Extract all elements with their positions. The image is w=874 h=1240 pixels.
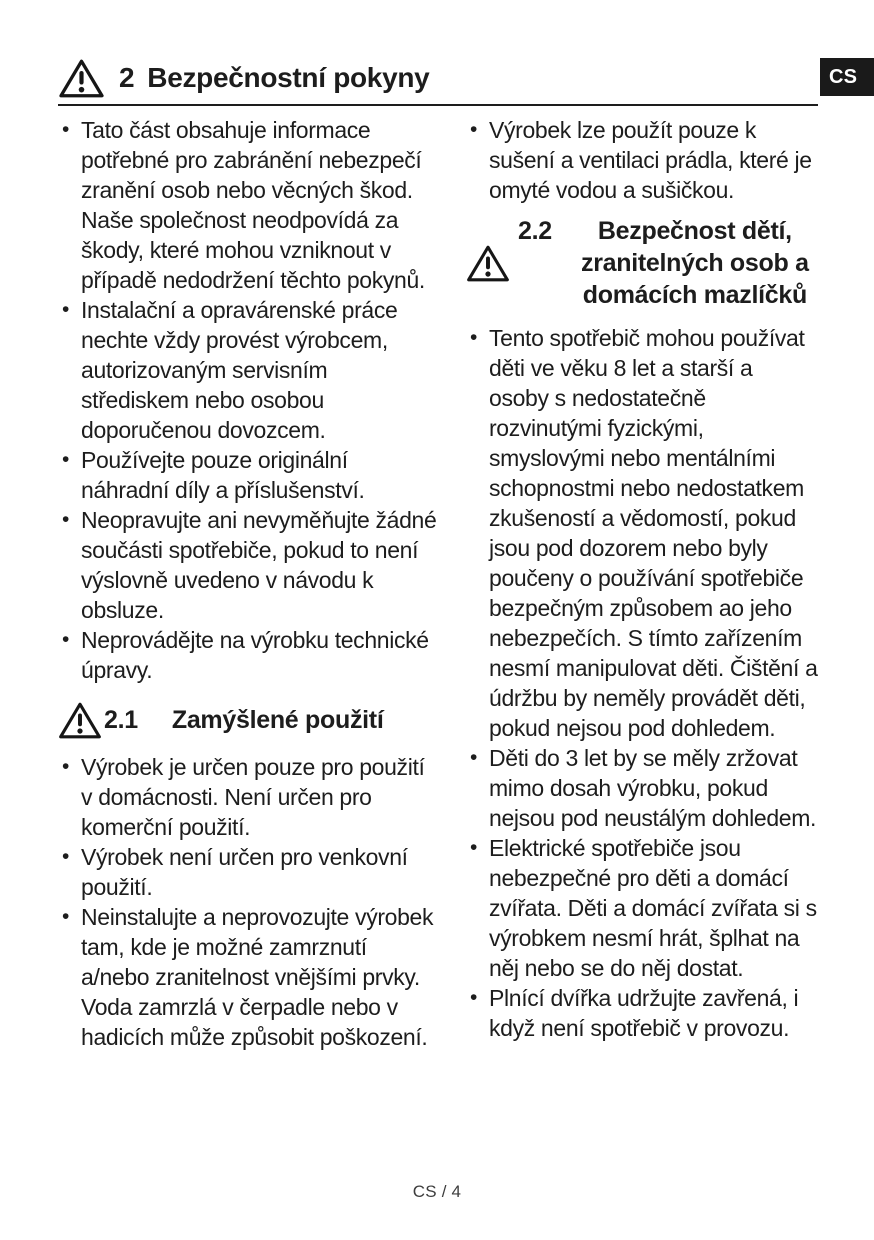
language-badge	[820, 58, 874, 96]
warning-triangle-icon	[58, 701, 102, 740]
subsection-title: Bezpečnost dětí, zranitelných osob a domácích mazlíčků	[581, 217, 809, 309]
right-column	[466, 115, 818, 1052]
subsection-number: 2.1	[104, 706, 138, 734]
subsection-2-1-header	[58, 701, 440, 740]
page-title: Bezpečnostní pokyny	[147, 62, 430, 93]
page-number-footer: CS / 4	[412, 1182, 462, 1201]
list-item: • Výrobek je určen pouze pro použití v domácnosti. Není určen pro komerční použití.	[58, 752, 440, 842]
section-header	[58, 56, 818, 100]
list-item: • Neopravujte ani nevyměňujte žádné součásti spotřebiče, pokud to není výslovně uvedeno v návodu k obsluze.	[58, 505, 440, 625]
language-badge-label: CS	[829, 65, 858, 88]
header-divider	[58, 104, 818, 106]
subsection-2-2-header	[466, 215, 818, 311]
list-item: • Neprovádějte na výrobku technické úpravy.	[58, 625, 440, 685]
list-item: • Tento spotřebič mohou používat děti ve věku 8 let a starší a osoby s nedostatečně rozvinutými fyzickými, smyslovými nebo mentálními schopnostmi nebo nedostatkem zkušeností a vědomostí, pokud jsou pod dozorem nebo byly poučeny o používání spotřebiče bezpečným způsobem ao jeho nebezpečích. S tímto zařízením nesmí manipulovat děti. Čištění a údržbu by neměly provádět děti, pokud nejsou pod dohledem.	[466, 323, 818, 743]
subsection-title-block	[518, 215, 816, 311]
list-item: • Výrobek lze použít pouze k sušení a ventilaci prádla, které je omyté vodou a sušičkou.	[466, 115, 818, 205]
list-item: • Děti do 3 let by se měly zržovat mimo dosah výrobku, pokud nejsou pod neustálým dohledem.	[466, 743, 818, 833]
list-item: • Plnící dvířka udržujte zavřená, i když není spotřebič v provozu.	[466, 983, 818, 1043]
subsection-2-2-bullet-list	[466, 323, 818, 1043]
subsection-2-1-bullet-list	[58, 752, 440, 1052]
list-item: • Tato část obsahuje informace potřebné pro zabránění nebezpečí zranění osob nebo věcných škod. Naše společnost neodpovídá za škody, které mohou vzniknout v případě nedodržení těchto pokynů.	[58, 115, 440, 295]
list-item: • Elektrické spotřebiče jsou nebezpečné pro děti a domácí zvířata. Děti a domácí zvířata si s výrobkem nesmí hrát, šplhat na něj nebo se do něj dostat.	[466, 833, 818, 983]
warning-triangle-icon	[466, 244, 510, 283]
page-content	[58, 56, 818, 1052]
right-intro-bullet-list	[466, 115, 818, 205]
list-item: • Neinstalujte a neprovozujte výrobek tam, kde je možné zamrznutí a/nebo zranitelnost vnějšími prvky. Voda zamrzlá v čerpadle nebo v hadicích může způsobit poškození.	[58, 902, 440, 1052]
warning-triangle-icon	[58, 58, 105, 99]
subsection-number: 2.2	[518, 217, 552, 245]
intro-bullet-list	[58, 115, 440, 685]
list-item: • Výrobek není určen pro venkovní použití.	[58, 842, 440, 902]
list-item: • Instalační a opravárenské práce nechte vždy provést výrobcem, autorizovaným servisním střediskem nebo osobou doporučenou dovozcem.	[58, 295, 440, 445]
section-number: 2	[119, 62, 135, 93]
list-item: • Používejte pouze originální náhradní díly a příslušenství.	[58, 445, 440, 505]
two-column-body	[58, 115, 818, 1052]
subsection-title: Zamýšlené použití	[171, 706, 384, 734]
left-column	[58, 115, 440, 1052]
